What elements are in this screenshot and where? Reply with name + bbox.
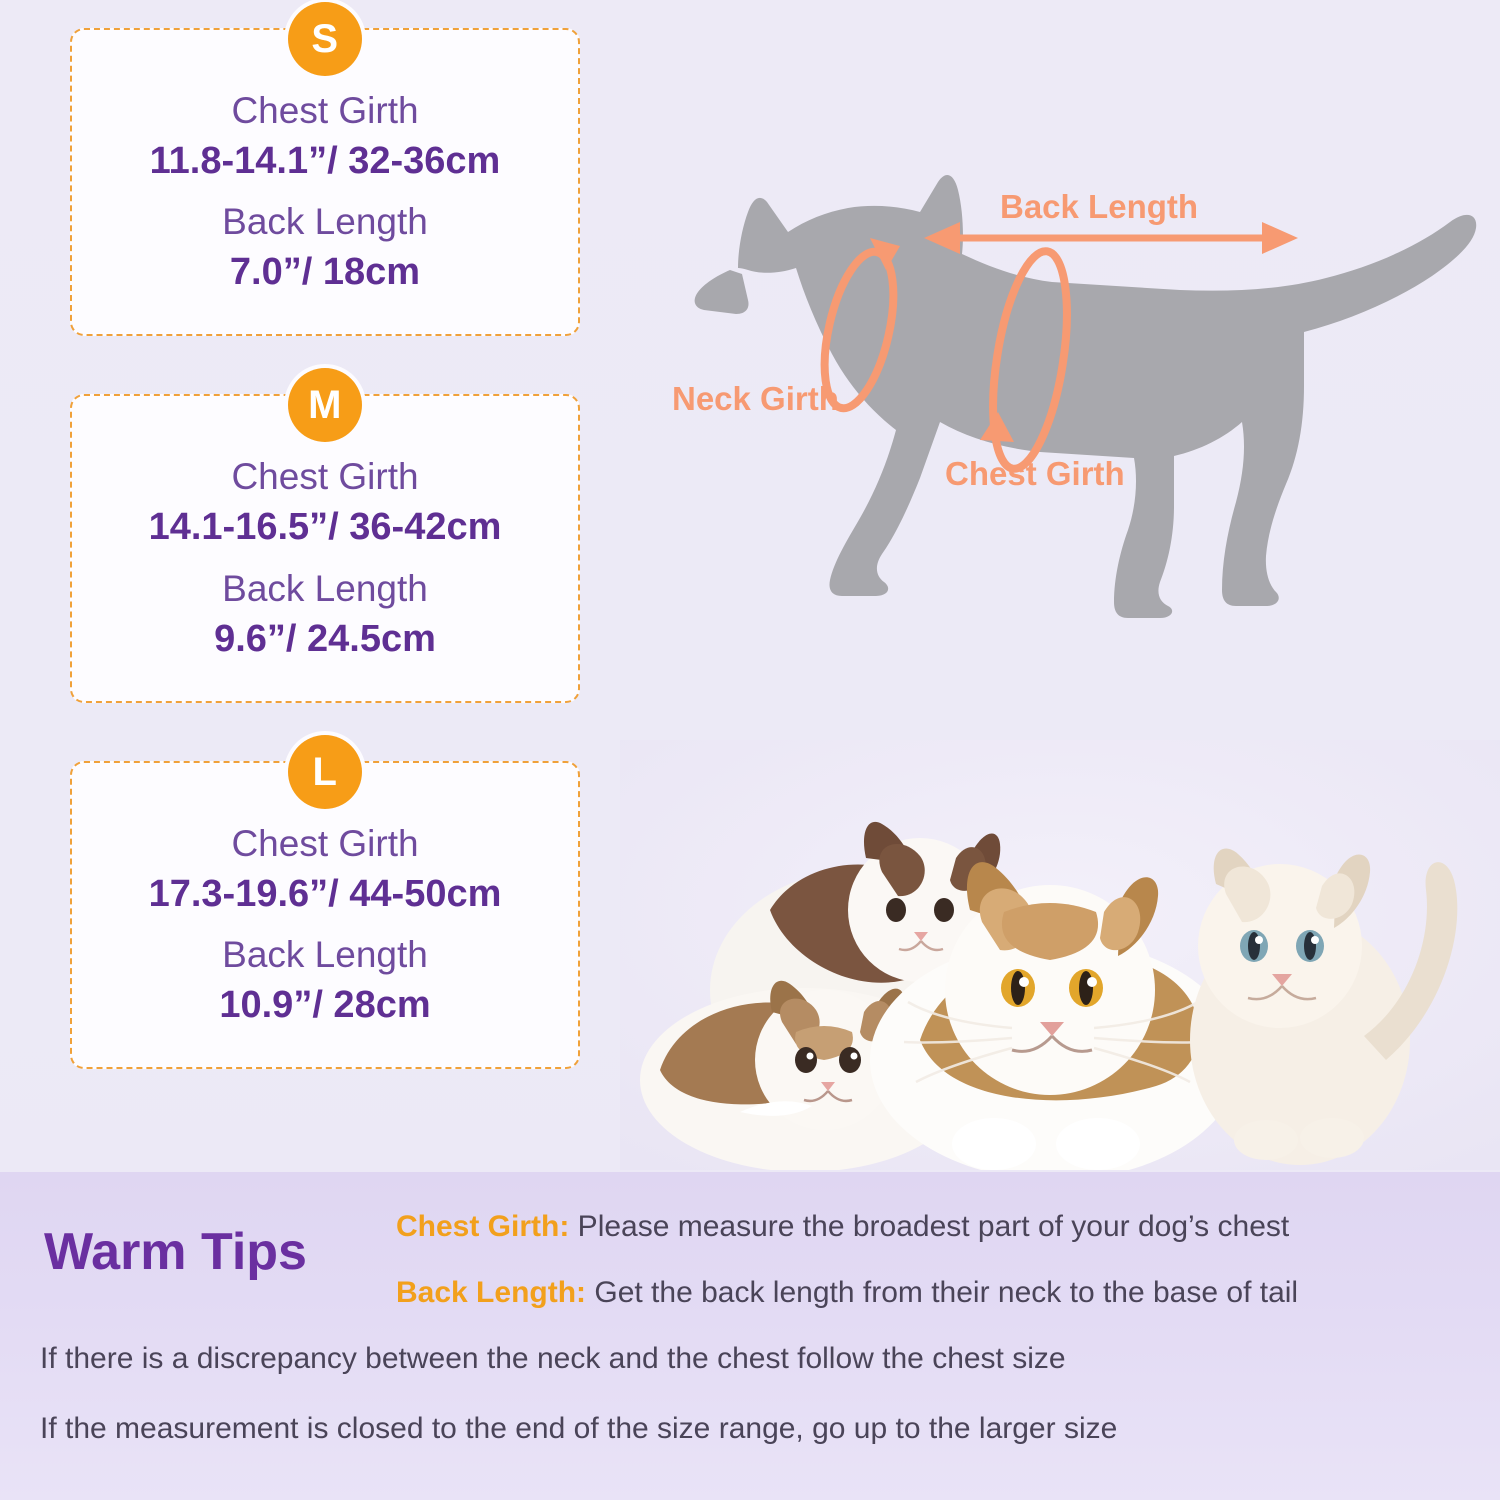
tip-line-range: If the measurement is closed to the end of the size range, go up to the larger size [40,1412,1118,1445]
diagram-label-neck-girth: Neck Girth [672,380,839,417]
size-card-l [70,749,580,1069]
chest-girth-value: 14.1-16.5”/ 36-42cm [148,506,502,549]
chest-girth-label: Chest Girth [231,90,419,131]
back-length-value: 7.0”/ 18cm [229,251,421,294]
warm-tips-title: Warm Tips [44,1223,307,1281]
size-card-s [70,17,580,336]
tip-key-back-length: Back Length: [396,1276,587,1309]
diagram-label-back-length: Back Length [1000,188,1199,225]
tip-row-chest-girth [396,1210,1289,1244]
size-badge-s: S [288,2,362,76]
four-kittens-photo [620,740,1500,1170]
back-length-label: Back Length [222,567,428,609]
chest-girth-value: 17.3-19.6”/ 44-50cm [148,872,502,915]
back-length-value: 10.9”/ 28cm [219,984,431,1027]
chest-girth-value: 11.8-14.1”/ 32-36cm [149,139,501,182]
tip-text-chest-girth: Please measure the broadest part of your dog’s chest [569,1210,1290,1243]
back-length-arrow-right-head [1262,222,1298,254]
back-length-label: Back Length [222,201,428,243]
back-length-value: 9.6”/ 24.5cm [214,617,436,660]
size-card-list [70,17,580,1127]
warm-tips-section [0,1172,1500,1500]
chest-girth-label: Chest Girth [231,456,419,498]
tip-key-chest-girth: Chest Girth: [396,1210,570,1243]
size-badge-l: L [288,735,362,809]
tip-row-back-length [396,1276,1298,1310]
chest-girth-label: Chest Girth [231,822,419,864]
tip-text-back-length: Get the back length from their neck to the base of tail [586,1276,1299,1309]
size-card-m [70,383,580,702]
back-length-label: Back Length [222,934,428,976]
tip-line-discrepancy: If there is a discrepancy between the neck and the chest follow the chest size [40,1342,1066,1375]
size-badge-m: M [288,368,362,442]
measurement-diagram [620,150,1490,620]
diagram-label-chest-girth: Chest Girth [945,455,1125,492]
